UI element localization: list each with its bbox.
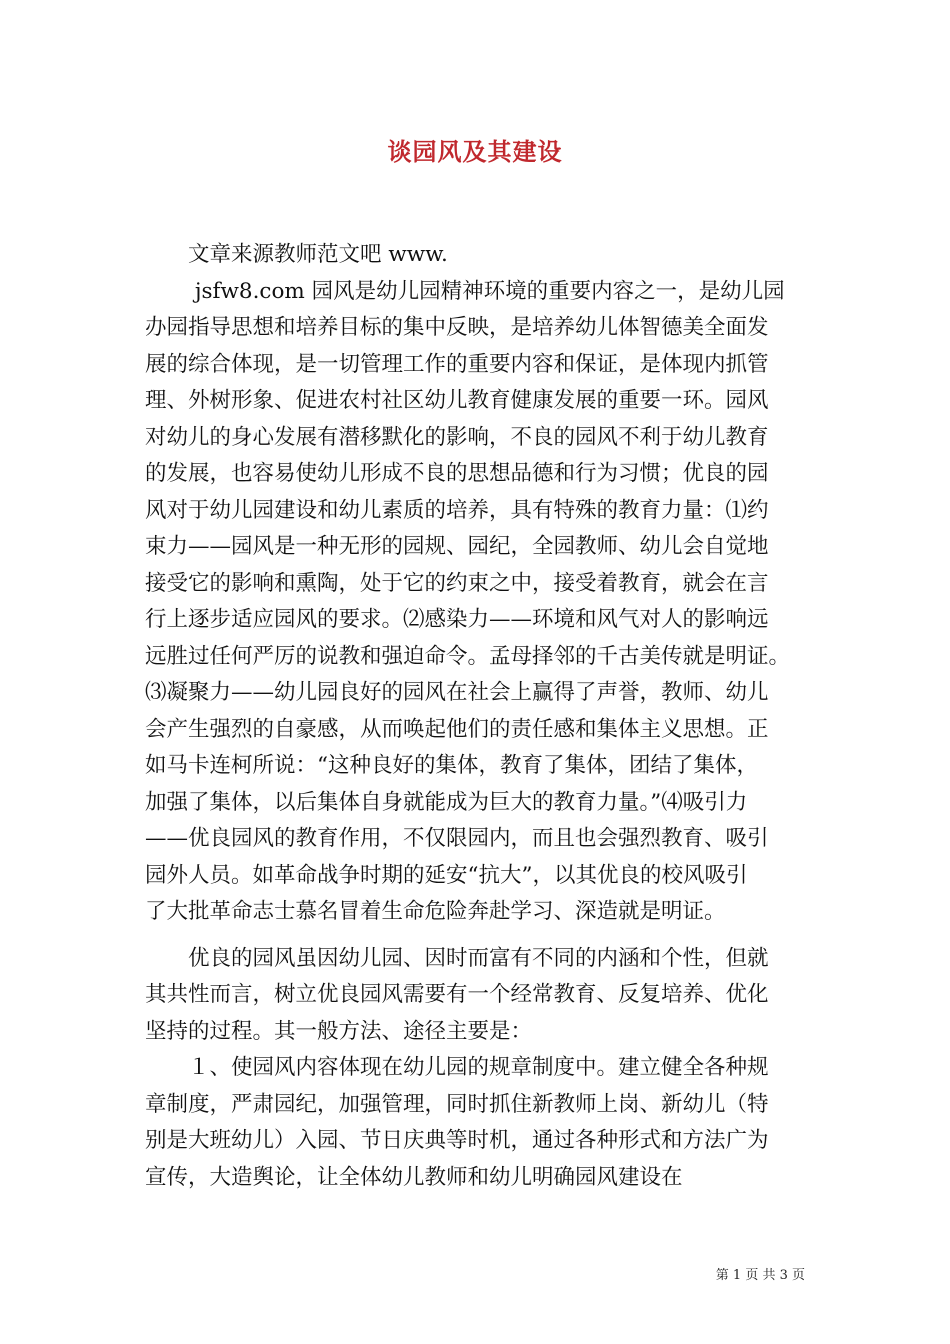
text-line: 园外人员。如革命战争时期的延安“抗大”，以其优良的校风吸引 — [145, 862, 748, 888]
text-line: 了大批革命志士慕名冒着生命危险奔赴学习、深造就是明证。 — [145, 899, 726, 924]
text-line: jsfw8.com 园风是幼儿园精神环境的重要内容之一，是幼儿园 — [145, 278, 785, 304]
text-line: 坚持的过程。其一般方法、途径主要是： — [145, 1018, 533, 1044]
page-number-footer: 第 1 页 共 3 页 — [715, 1268, 805, 1283]
text-line: 宣传，大造舆论，让全体幼儿教师和幼儿明确园风建设在 — [145, 1164, 683, 1190]
text-line: 风对于幼儿园建设和幼儿素质的培养，具有特殊的教育力量：⑴约 — [145, 497, 769, 523]
paragraph-gap — [145, 931, 825, 941]
document-title: 谈园风及其建设 — [387, 137, 563, 166]
text-line: 其共性而言，树立优良园风需要有一个经常教育、反复培养、优化 — [145, 982, 769, 1007]
text-line: 别是大班幼儿）入园、节日庆典等时机，通过各种形式和方法广为 — [145, 1128, 769, 1153]
text-line: 行上逐步适应园风的要求。⑵感染力——环境和风气对人的影响远 — [145, 607, 769, 632]
text-line: 远胜过任何严厉的说教和强迫命令。孟母择邻的千古美传就是明证。 — [145, 643, 791, 669]
text-line: ——优良园风的教育作用，不仅限园内，而且也会强烈教育、吸引 — [145, 826, 769, 851]
text-line: ⑶凝聚力——幼儿园良好的园风在社会上赢得了声誉，教师、幼儿 — [145, 680, 769, 705]
text-line: 优良的园风虽因幼儿园、因时而富有不同的内涵和个性，但就 — [145, 945, 769, 971]
text-line: 文章来源教师范文吧 www. — [145, 242, 448, 267]
text-line: 章制度，严肃园纪，加强管理，同时抓住新教师上岗、新幼儿（特 — [145, 1091, 769, 1117]
text-line: 对幼儿的身心发展有潜移默化的影响，不良的园风不利于幼儿教育 — [145, 424, 769, 450]
text-line: 加强了集体，以后集体自身就能成为巨大的教育力量。”⑷吸引力 — [145, 789, 748, 815]
text-line: 会产生强烈的自豪感，从而唤起他们的责任感和集体主义思想。正 — [145, 716, 769, 742]
text-line: 接受它的影响和熏陶，处于它的约束之中，接受着教育，就会在言 — [145, 570, 769, 596]
text-line: １、使园风内容体现在幼儿园的规章制度中。建立健全各种规 — [145, 1055, 769, 1080]
text-line: 理、外树形象、促进农村社区幼儿教育健康发展的重要一环。园风 — [145, 388, 769, 413]
text-line: 展的综合体现，是一切管理工作的重要内容和保证，是体现内抓管 — [145, 351, 769, 377]
paragraph-1 — [145, 237, 825, 931]
text-line: 如马卡连柯所说：“这种良好的集体，教育了集体，团结了集体， — [145, 753, 758, 778]
paragraph-2 — [145, 941, 825, 1051]
text-line: 束力——园风是一种无形的园规、园纪，全园教师、幼儿会自觉地 — [145, 534, 769, 559]
text-line: 办园指导思想和培养目标的集中反映，是培养幼儿体智德美全面发 — [145, 315, 769, 340]
document-body — [145, 237, 825, 1196]
text-line: 的发展，也容易使幼儿形成不良的思想品德和行为习惯；优良的园 — [145, 461, 769, 486]
paragraph-3 — [145, 1050, 825, 1196]
